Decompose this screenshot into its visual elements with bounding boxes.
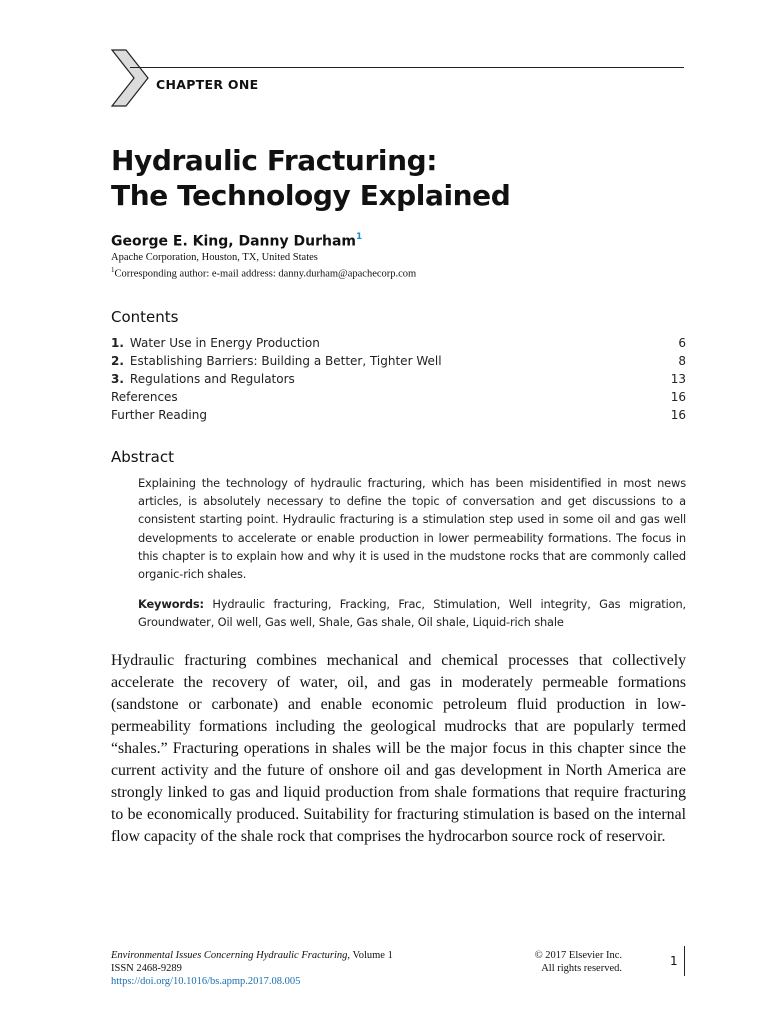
toc-item-label: References: [111, 390, 178, 404]
toc-item-label: Water Use in Energy Production: [129, 336, 320, 350]
toc-item[interactable]: [111, 372, 686, 390]
footer-copyright: [500, 949, 622, 975]
corresponding-author-line: [111, 264, 416, 281]
chapter-rule: [130, 67, 684, 68]
footer-issn: ISSN 2468-9289: [111, 963, 182, 974]
footer-copyright-line: © 2017 Elsevier Inc.: [534, 950, 622, 961]
toc-item-page: 8: [678, 354, 686, 368]
footer-journal-title: Environmental Issues Concerning Hydraulic Fracturing: [111, 950, 348, 961]
body-paragraph: Hydraulic fracturing combines mechanical and chemical processes that collectively accelerate the recovery of water, oil, and gas in moderately permeable formations (sandstone or carbonate) and enable economic petroleum fluid production in low-permeability formations including the geological mudrocks that are popularly termed “shales.” Fracturing operations in shales will be the major focus in this chapter since the current activity and the future of onshore oil and gas development in North America are strongly linked to gas and liquid production from shale formations that require fracturing to be economically produced. Suitability for fracturing stimulation is based on the internal flow capacity of the shale rock that comprises the hydrocarbon source rock of reservoir.: [111, 652, 686, 845]
corresponding-marker: 1: [111, 266, 115, 274]
chapter-title-line-2: The Technology Explained: [111, 179, 511, 212]
toc-item-label: Further Reading: [111, 408, 207, 422]
affiliation-block: [111, 251, 416, 281]
contents-heading: Contents: [111, 308, 179, 326]
toc-item-label: Regulations and Regulators: [129, 372, 295, 386]
footer-volume: , Volume 1: [347, 950, 393, 961]
chapter-title-line-1: Hydraulic Fracturing:: [111, 144, 438, 177]
keywords-label: Keywords:: [138, 597, 204, 611]
footer-citation: [111, 949, 393, 988]
page-number-divider: [684, 946, 685, 976]
toc-item[interactable]: [111, 390, 686, 408]
chapter-title: [111, 143, 711, 213]
keywords-block: [138, 595, 686, 631]
corresponding-author-text: Corresponding author: e-mail address: danny.durham@apachecorp.com: [114, 268, 417, 280]
abstract-heading: Abstract: [111, 448, 174, 466]
keywords-text: Hydraulic fracturing, Fracking, Frac, Stimulation, Well integrity, Gas migration, Groundwater, Oil well, Gas well, Shale, Gas shale, Oil shale, Liquid-rich shale: [138, 597, 686, 630]
footer-rights-line: All rights reserved.: [541, 963, 622, 974]
toc-item-number: 2.: [111, 354, 124, 368]
toc-item-page: 6: [678, 336, 686, 350]
abstract-text: Explaining the technology of hydraulic fracturing, which has been misidentified in most news articles, is absolutely necessary to define the topic of conversation and get discussions to a consistent starting point. Hydraulic fracturing is a stimulation step used in some oil and gas well developments to accelerate or enable production in lower permeability formations. The focus in this chapter is to explain how and why it is used in the mudstone rocks that are commonly called organic-rich shales.: [138, 476, 686, 582]
page-number: 1: [670, 954, 678, 968]
author-names: George E. King, Danny Durham: [111, 233, 356, 250]
chapter-chevron-icon: [110, 48, 150, 108]
toc-item[interactable]: [111, 354, 686, 372]
toc-item-label: Establishing Barriers: Building a Better, Tighter Well: [129, 354, 442, 368]
footer-doi-link[interactable]: https://doi.org/10.1016/bs.apmp.2017.08.005: [111, 976, 301, 987]
author-list: [111, 233, 362, 250]
table-of-contents: [111, 336, 686, 426]
toc-item-page: 13: [670, 372, 686, 386]
toc-item-number: 3.: [111, 372, 124, 386]
author-affiliation-marker: 1: [355, 232, 363, 242]
toc-item-page: 16: [670, 408, 686, 422]
toc-item-number: 1.: [111, 336, 124, 350]
toc-item[interactable]: [111, 408, 686, 426]
chapter-label: CHAPTER ONE: [156, 77, 259, 92]
toc-item-page: 16: [670, 390, 686, 404]
affiliation-line: Apache Corporation, Houston, TX, United States: [111, 252, 318, 263]
toc-item[interactable]: [111, 336, 686, 354]
